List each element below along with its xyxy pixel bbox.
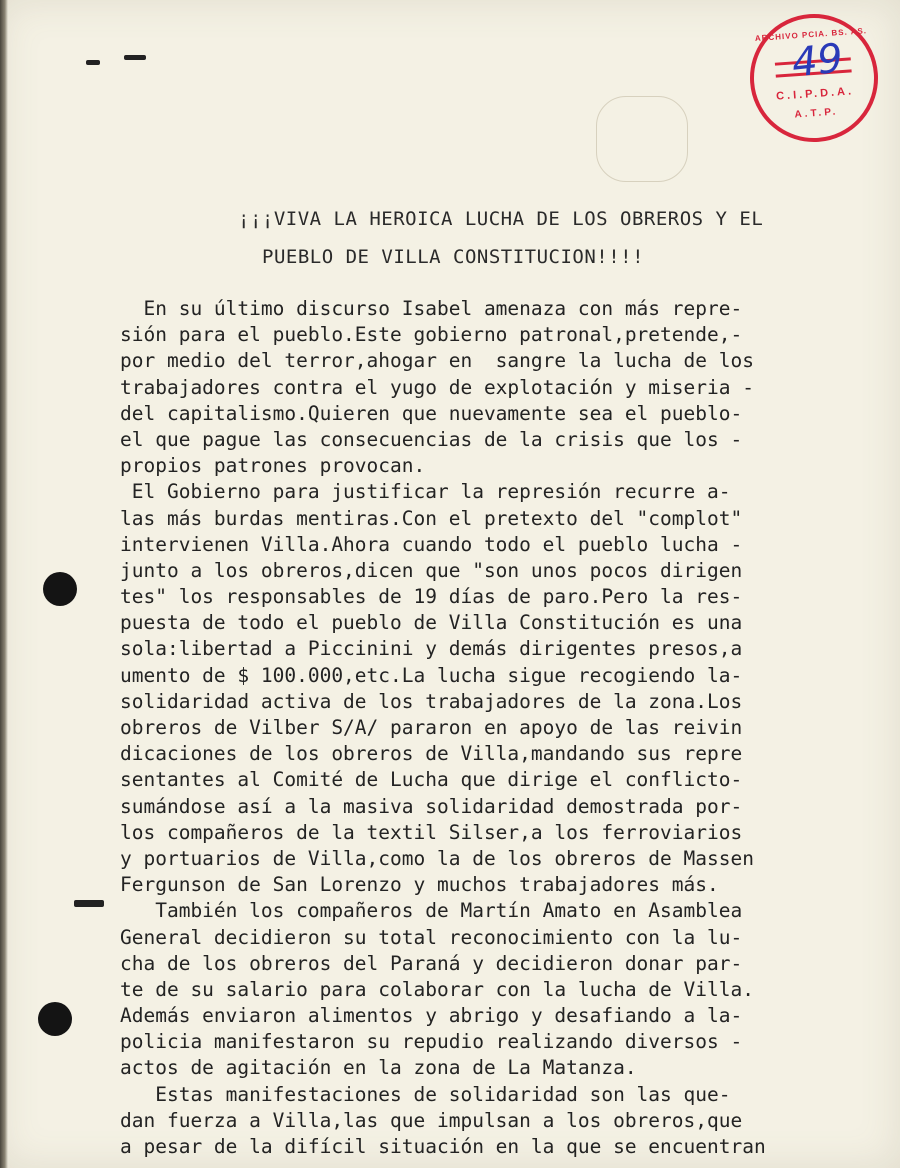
body-line: También los compañeros de Martín Amato en Asamblea [120, 899, 743, 923]
page-edge-shadow [0, 0, 8, 1168]
body-line: Además enviaron alimentos y abrigo y desafiando a la- [120, 1004, 743, 1028]
body-line: dicaciones de los obreros de Villa,mandando sus repre [120, 742, 743, 766]
body-line: policia manifestaron su repudio realizando diversos - [120, 1030, 743, 1054]
document-title-line-1: ¡¡¡VIVA LA HEROICA LUCHA DE LOS OBREROS Y EL [238, 208, 764, 230]
body-line: sión para el pueblo.Este gobierno patronal,pretende,- [120, 323, 743, 347]
body-line: los compañeros de la textil Silser,a los ferroviarios [120, 820, 743, 844]
body-line: el que pague las consecuencias de la crisis que los - [120, 427, 743, 451]
stamp-org-text: C.I.P.D.A. [775, 85, 855, 103]
body-line: trabajadores contra el yugo de explotación y miseria - [120, 375, 754, 399]
body-line: Fergunson de San Lorenzo y muchos trabajadores más. [120, 873, 719, 897]
body-line: del capitalismo.Quieren que nuevamente sea el pueblo- [120, 401, 743, 425]
document-title-line-2: PUEBLO DE VILLA CONSTITUCION!!!! [262, 246, 645, 268]
body-line: Estas manifestaciones de solidaridad son las que- [120, 1082, 731, 1106]
body-line: y portuarios de Villa,como la de los obreros de Massen [120, 846, 754, 870]
body-line: cha de los obreros del Paraná y decidieron donar par- [120, 951, 743, 975]
body-line: las más burdas mentiras.Con el pretexto del "complot" [120, 506, 743, 530]
body-line: puesta de todo el pueblo de Villa Constitución es una [120, 611, 743, 635]
punch-hole-top [43, 572, 77, 606]
body-line: por medio del terror,ahogar en sangre la lucha de los [120, 349, 754, 373]
body-line: sola:libertad a Piccinini y demás dirigentes presos,a [120, 637, 743, 661]
body-line: sentantes al Comité de Lucha que dirige el conflicto- [120, 768, 743, 792]
body-line: obreros de Vilber S/A/ pararon en apoyo de las reivin [120, 716, 743, 739]
body-line: sumándose así a la masiva solidaridad demostrada por- [120, 794, 743, 818]
body-line: dan fuerza a Villa,las que impulsan a los obreros,que [120, 1108, 743, 1132]
body-line: propios patrones provocan. [120, 454, 426, 478]
body-line: General decidieron su total reconocimiento con la lu- [120, 925, 743, 949]
ink-mark [74, 900, 104, 907]
handwritten-page-number: 49 [789, 35, 846, 87]
body-line: En su último discurso Isabel amenaza con más repre- [120, 297, 743, 320]
stamp-arc-text: ARCHIVO PCIA. BS. AS. [754, 26, 868, 44]
ink-mark [124, 55, 146, 60]
body-line: tes" los responsables de 19 días de paro.Pero la res- [120, 585, 743, 609]
stamp-sub-text: A.T.P. [794, 106, 839, 121]
body-line: umento de $ 100.000,etc.La lucha sigue recogiendo la- [120, 663, 743, 687]
body-line: intervienen Villa.Ahora cuando todo el pueblo lucha - [120, 532, 743, 556]
body-line: junto a los obreros,dicen que "son unos pocos dirigen [120, 558, 743, 582]
body-line: solidaridad activa de los trabajadores de la zona.Los [120, 689, 743, 713]
body-line: a pesar de la difícil situación en la que se encuentran [120, 1135, 766, 1158]
body-line: te de su salario para colaborar con la lucha de Villa. [120, 977, 754, 1001]
body-line: El Gobierno para justificar la represión recurre a- [120, 480, 731, 504]
document-body [120, 296, 890, 1160]
punch-hole-bottom [38, 1002, 72, 1036]
ink-mark [86, 60, 100, 65]
faded-stain [596, 96, 688, 182]
body-line: actos de agitación en la zona de La Matanza. [120, 1056, 637, 1080]
